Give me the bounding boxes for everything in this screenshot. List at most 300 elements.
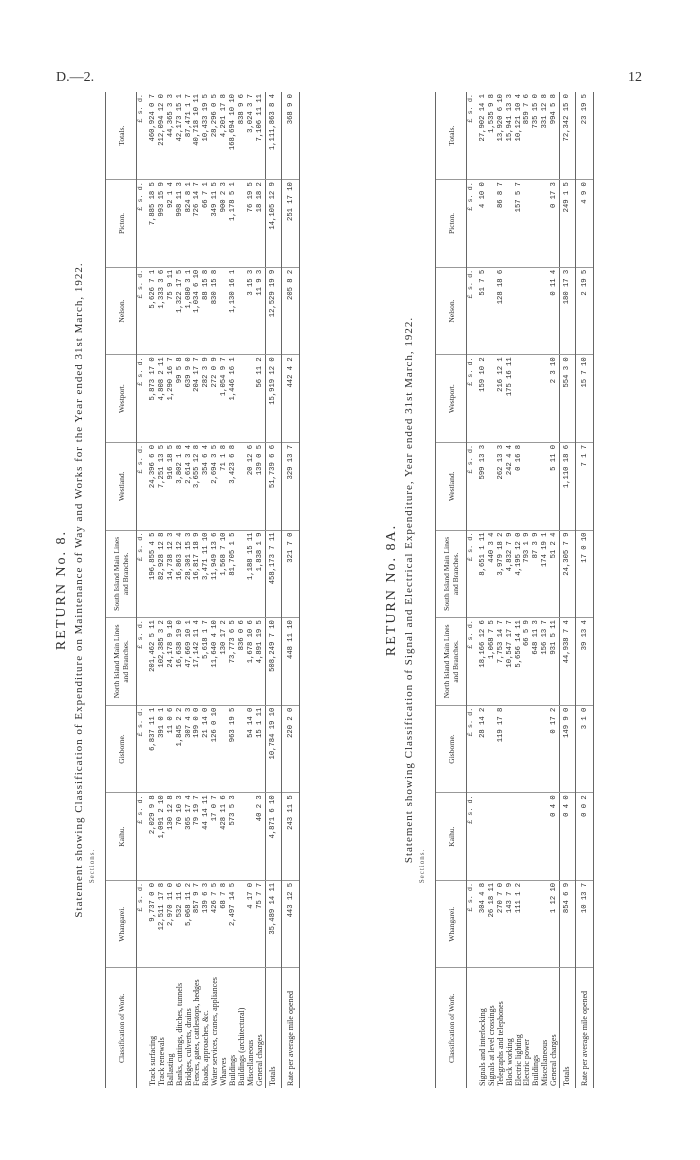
table-cell: 4,871 6 10 [265,793,281,881]
rate-row [281,92,299,1088]
table-cell: 10,433 19 5 [202,92,211,180]
table-cell [515,793,524,881]
table-cell: £ s. d. [467,880,476,968]
table-cell: 88 15 8 [202,267,211,355]
column-header: Westland. [106,442,137,530]
table-cell [238,267,247,355]
table-cell: 21 14 0 [202,705,211,793]
table-cell: 15,941 13 3 [506,92,515,180]
return-8-header [106,92,137,1088]
return-8a-statement: Statement showing Classification of Signal and Electrical Expenditure, Year ended 31st March, 1922. [403,316,415,864]
column-header: North Island Main Lines and Branches. [106,618,137,706]
row-label: Water services, cranes, appliances [210,977,220,1086]
table-cell: 68 7 8 [220,880,229,968]
table-cell: 23 19 5 [575,92,593,180]
table-cell [506,180,515,268]
table-cell: 51 7 5 [476,267,488,355]
row-label: Fences, gates, cattlestops, hedges [192,979,202,1086]
table-cell: 66 5 9 [523,618,532,706]
table-cell: 156 13 7 [541,618,550,706]
column-header: Kaihu. [106,793,137,881]
table-cell: 5,626 7 1 [146,267,158,355]
return-8-sections-label: Sections. [88,848,96,884]
return-8a-table [435,92,594,1088]
table-cell: 0 4 0 [550,793,559,881]
table-cell: 573 5 3 [229,793,238,881]
table-cell: 1,111,863 8 4 [265,92,281,180]
table-cell: £ s. d. [467,180,476,268]
table-cell: 0 16 8 [515,442,524,530]
table-cell: 7,251 13 5 [158,442,167,530]
table-cell [506,793,515,881]
table-cell: 4,195 12 0 [515,530,524,618]
table-cell: 5,618 1 7 [202,618,211,706]
table-cell: 554 3 0 [560,355,576,443]
table-cell: 3 1 0 [575,705,593,793]
table-cell: 458,173 7 11 [265,530,281,618]
table-cell [515,267,524,355]
table-cell: 2 3 10 [550,355,559,443]
page-number: 12 [628,70,642,85]
table-cell: 0 17 2 [550,705,559,793]
table-cell: £ s. d. [137,793,146,881]
table-cell: 11,640 4 10 [211,618,220,706]
table-cell [488,267,497,355]
table-cell: 249 1 5 [560,180,576,268]
row-label [137,968,146,1088]
table-cell: 838 9 6 [238,92,247,180]
table-cell: 28,301 15 3 [185,530,194,618]
row-label: Signals and interlocking [477,1008,487,1086]
table-cell: £ s. d. [137,618,146,706]
table-cell: 11,949 13 6 [211,530,220,618]
table-cell: 2,970 11 0 [167,880,176,968]
row-label: Track renewals [156,1037,166,1086]
table-cell: 998 11 3 [176,180,185,268]
table-cell: 830 15 8 [211,267,220,355]
row-label: Roads, approaches, &c. [201,1010,211,1086]
table-row [238,92,247,1088]
table-cell: 854 6 9 [560,880,576,968]
table-row [158,92,167,1088]
table-cell: 2,694 3 5 [211,442,220,530]
table-cell: 900 2 3 [220,180,229,268]
table-cell: £ s. d. [137,530,146,618]
table-cell: 5,068 11 2 [185,880,194,968]
table-cell: £ s. d. [137,705,146,793]
table-cell: 443 12 5 [281,880,299,968]
row-label: General charges [549,1034,559,1086]
table-cell: 70 10 3 [176,793,185,881]
table-cell: 1,838 1 9 [256,530,265,618]
table-cell: 27,902 14 1 [476,92,488,180]
table-cell: 460,924 0 7 [146,92,158,180]
table-cell: 916 18 5 [167,442,176,530]
table-cell: 15 7 10 [575,355,593,443]
column-header: North Island Main Lines and Branches. [436,618,467,706]
table-cell: £ s. d. [137,442,146,530]
table-row [476,92,488,1088]
table-cell: 175 16 11 [506,355,515,443]
table-cell: 92 1 4 [167,180,176,268]
unit-row [137,92,146,1088]
table-cell: 2 19 5 [575,267,593,355]
table-cell: 4,891 19 5 [256,618,265,706]
table-cell: 168,694 10 10 [229,92,238,180]
table-cell: 1,068 7 5 [488,618,497,706]
table-cell: 126 0 10 [211,705,220,793]
table-cell: 440 3 4 [488,530,497,618]
row-label: Wharves [219,1057,229,1086]
table-cell: 354 6 4 [202,442,211,530]
table-cell: 1,110 18 6 [560,442,576,530]
table-cell: 56 11 2 [256,355,265,443]
table-cell: 251 17 10 [281,180,299,268]
table-cell [488,442,497,530]
table-cell: £ s. d. [467,705,476,793]
table-cell: £ s. d. [467,530,476,618]
table-cell: £ s. d. [137,355,146,443]
table-cell: 1,322 17 5 [176,267,185,355]
table-cell: 10 13 7 [575,880,593,968]
table-row [211,92,220,1088]
table-cell: 1,568 7 10 [220,530,229,618]
table-cell: 639 9 0 [185,355,194,443]
table-cell: 16,638 19 0 [176,618,185,706]
table-cell: 242 4 4 [506,442,515,530]
table-cell: 442 4 2 [281,355,299,443]
table-cell [238,793,247,881]
table-cell: 196,855 4 5 [146,530,158,618]
table-row [202,92,211,1088]
table-cell: 1,333 3 6 [158,267,167,355]
totals-row [560,92,576,1088]
page-ref: D.—2. [56,70,95,85]
table-cell: 1,178 5 1 [229,180,238,268]
table-cell: 20 12 6 [247,442,256,530]
return-8-title: RETURN No. 8. [54,529,69,651]
table-cell: 24,396 6 0 [146,442,158,530]
row-label: Track surfacing [147,1035,157,1086]
table-cell: £ s. d. [467,92,476,180]
table-cell: 4 9 0 [575,180,593,268]
table-row [247,92,256,1088]
table-cell: 1,091 2 10 [158,793,167,881]
table-cell: 86 8 7 [497,180,506,268]
table-cell [523,267,532,355]
table-cell [238,355,247,443]
table-cell: 26 18 11 [488,880,497,968]
table-cell [506,267,515,355]
table-cell [541,180,550,268]
table-cell: £ s. d. [467,442,476,530]
table-cell [247,355,256,443]
table-cell [541,880,550,968]
row-label: Totals [265,968,281,1088]
table-cell: 71 1 8 [220,442,229,530]
table-cell: 40 2 3 [256,793,265,881]
table-cell: 3,471 11 10 [202,530,211,618]
table-cell: 3,655 12 8 [193,442,202,530]
table-cell: 81,705 1 5 [229,530,238,618]
table-cell: 10,547 17 7 [506,618,515,706]
table-cell: 1,034 6 10 [193,267,202,355]
return-8-table [105,92,300,1088]
table-cell: 130 12 8 [167,793,176,881]
table-cell: 72,342 15 0 [560,92,576,180]
table-cell [541,267,550,355]
row-label: Buildings [531,1054,541,1086]
row-label: Ballasting [165,1053,175,1086]
table-cell: 272 0 9 [211,355,220,443]
table-cell: £ s. d. [137,180,146,268]
table-cell: 220 2 0 [281,705,299,793]
table-cell: 18 18 2 [256,180,265,268]
table-cell [541,705,550,793]
table-cell: £ s. d. [137,267,146,355]
table-cell: 1,080 3 1 [185,267,194,355]
table-cell: 0 11 4 [550,267,559,355]
table-cell: 0 4 0 [560,793,576,881]
table-cell: 9,737 0 0 [146,880,158,968]
table-cell [497,793,506,881]
table-cell: £ s. d. [467,267,476,355]
return-8-statement: Statement showing Classification of Expenditure on Maintenance of Way and Works for the Year ended 31st March, 1922. [73,262,85,918]
table-cell: 931 5 11 [550,618,559,706]
table-cell: 262 13 3 [497,442,506,530]
table-cell: 321 7 0 [281,530,299,618]
table-cell [532,355,541,443]
table-cell: 1,845 2 2 [176,705,185,793]
return-8a-panel [384,92,594,1088]
table-cell: 3,024 3 7 [247,92,256,180]
column-header: Westport. [106,355,137,443]
table-row [185,92,194,1088]
table-cell: 426 7 5 [211,880,220,968]
table-cell [238,442,247,530]
totals-row [265,92,281,1088]
table-cell: 836 0 6 [238,618,247,706]
table-cell: 1 12 10 [550,880,559,968]
table-row [146,92,158,1088]
table-cell: 143 7 9 [506,880,515,968]
table-cell: 12,511 17 8 [158,880,167,968]
table-cell: 14,105 12 9 [265,180,281,268]
table-cell: 368 9 0 [281,92,299,180]
table-cell: 8,651 1 11 [476,530,488,618]
table-cell: 428 11 6 [220,793,229,881]
table-cell: 99 5 8 [176,355,185,443]
table-cell: 963 19 5 [229,705,238,793]
row-label [467,968,476,1088]
table-cell [532,793,541,881]
column-header-classification: Classification of Work. [106,968,137,1088]
table-cell [523,793,532,881]
table-cell: 24,178 9 10 [167,618,176,706]
table-cell: £ s. d. [467,793,476,881]
table-cell: £ s. d. [137,92,146,180]
table-cell: 508,249 7 10 [265,618,281,706]
table-cell [488,180,497,268]
table-cell: 199 0 0 [193,705,202,793]
table-cell: 44,938 7 4 [560,618,576,706]
table-cell: 54 14 0 [247,705,256,793]
table-cell: 87,471 1 7 [185,92,194,180]
table-cell: 82,928 12 8 [158,530,167,618]
column-header: Nelson. [436,267,467,355]
table-cell: 331 12 8 [541,92,550,180]
table-cell [515,355,524,443]
table-cell: 1,535 9 8 [488,92,497,180]
table-cell: 7,753 14 7 [497,618,506,706]
table-cell: 7,885 18 5 [146,180,158,268]
table-cell [532,880,541,968]
table-cell [238,180,247,268]
row-label: Signals at level crossings [486,1005,496,1086]
table-cell [220,267,229,355]
table-cell: 130 17 2 [220,618,229,706]
table-cell: 66 7 1 [202,180,211,268]
table-cell: 2,029 9 8 [146,793,158,881]
row-label: Miscellaneous [245,1039,255,1086]
table-cell [532,180,541,268]
table-cell: 7 1 7 [575,442,593,530]
table-cell: 1,188 15 11 [247,530,256,618]
table-cell: 4,832 7 9 [506,530,515,618]
return-8-panel [54,92,300,1088]
table-cell [523,442,532,530]
column-header: Totals. [106,92,137,180]
row-label: Buildings [228,1054,238,1086]
table-cell: 42,173 15 1 [176,92,185,180]
table-cell: 3,979 18 2 [497,530,506,618]
table-cell: 0 0 2 [575,793,593,881]
column-header: Kaihu. [436,793,467,881]
table-cell: 793 1 9 [523,530,532,618]
table-cell: 307 4 3 [185,705,194,793]
table-row [550,92,559,1088]
rate-row [575,92,593,1088]
table-cell: 3,423 6 8 [229,442,238,530]
table-cell: 15 1 11 [256,705,265,793]
table-cell: 87 3 9 [532,530,541,618]
column-header: South Island Main Lines and Branches. [436,530,467,618]
table-cell: 391 0 1 [158,705,167,793]
row-label: Miscellaneous [540,1039,550,1086]
table-cell: 180 17 3 [560,267,576,355]
table-cell: 994 5 8 [550,92,559,180]
table-cell: 1,678 10 6 [247,618,256,706]
column-header: Gisborne. [436,705,467,793]
table-cell: 73,773 6 5 [229,618,238,706]
table-cell: 4,808 2 11 [158,355,167,443]
table-cell: 270 7 0 [497,880,506,968]
table-cell: 329 13 7 [281,442,299,530]
table-cell: 157 5 7 [515,180,524,268]
table-cell: 6,837 11 1 [146,705,158,793]
column-header: Whangarei. [106,880,137,968]
row-label: Block working [504,1038,514,1086]
table-cell: 76 19 5 [247,180,256,268]
unit-row [467,92,476,1088]
table-cell: 448 11 10 [281,618,299,706]
table-cell [523,180,532,268]
row-label: Electric lighting [513,1034,523,1086]
table-cell: 40,718 10 11 [193,92,202,180]
table-cell: 349 11 5 [211,180,220,268]
table-cell: 5 11 0 [550,442,559,530]
table-cell: 204 17 7 [193,355,202,443]
table-cell: 1,446 16 1 [229,355,238,443]
table-cell: 212,094 12 0 [158,92,167,180]
table-cell: 139 6 3 [202,880,211,968]
table-cell: 859 7 6 [523,92,532,180]
table-cell: 14,738 12 3 [167,530,176,618]
table-cell: 201,462 5 11 [146,618,158,706]
table-cell: 304 4 8 [476,880,488,968]
table-row [220,92,229,1088]
table-cell: 119 17 8 [497,705,506,793]
row-label: General charges [254,1034,264,1086]
return-8a-header [436,92,467,1088]
table-row [532,92,541,1088]
table-cell: 2,497 14 5 [229,880,238,968]
table-cell [220,705,229,793]
table-cell: 111 1 2 [515,880,524,968]
table-cell: £ s. d. [467,618,476,706]
table-cell: 10,121 10 4 [515,92,524,180]
column-header: Whangarei. [436,880,467,968]
table-row [506,92,515,1088]
row-label: Electric power [522,1039,532,1086]
table-cell: 4 10 0 [476,180,488,268]
table-cell: 2,614 3 4 [185,442,194,530]
column-header: Picton. [436,180,467,268]
table-cell [515,705,524,793]
column-header: Picton. [106,180,137,268]
table-cell: 243 11 5 [281,793,299,881]
table-cell: 28 14 2 [476,705,488,793]
table-cell [523,355,532,443]
table-cell: 11 9 3 [256,267,265,355]
table-row [541,92,550,1088]
table-cell [488,705,497,793]
table-cell: 3 15 3 [247,267,256,355]
table-cell: 726 14 7 [193,180,202,268]
table-cell: 16,863 12 4 [176,530,185,618]
row-label: Totals [560,968,576,1088]
table-cell: 532 11 6 [176,880,185,968]
table-cell: 17 0 7 [211,793,220,881]
table-cell [532,267,541,355]
table-cell [238,705,247,793]
table-cell: £ s. d. [137,880,146,968]
table-cell [247,793,256,881]
column-header-classification: Classification of Work. [436,968,467,1088]
table-cell: 365 17 4 [185,793,194,881]
table-row [229,92,238,1088]
table-cell: 35,489 14 11 [265,880,281,968]
table-cell: 102,385 3 2 [158,618,167,706]
table-row [488,92,497,1088]
table-cell: 1,130 16 1 [229,267,238,355]
table-row [515,92,524,1088]
table-cell [238,880,247,968]
table-cell [541,793,550,881]
table-cell: 857 9 7 [193,880,202,968]
table-cell: 159 10 2 [476,355,488,443]
table-cell [488,793,497,881]
